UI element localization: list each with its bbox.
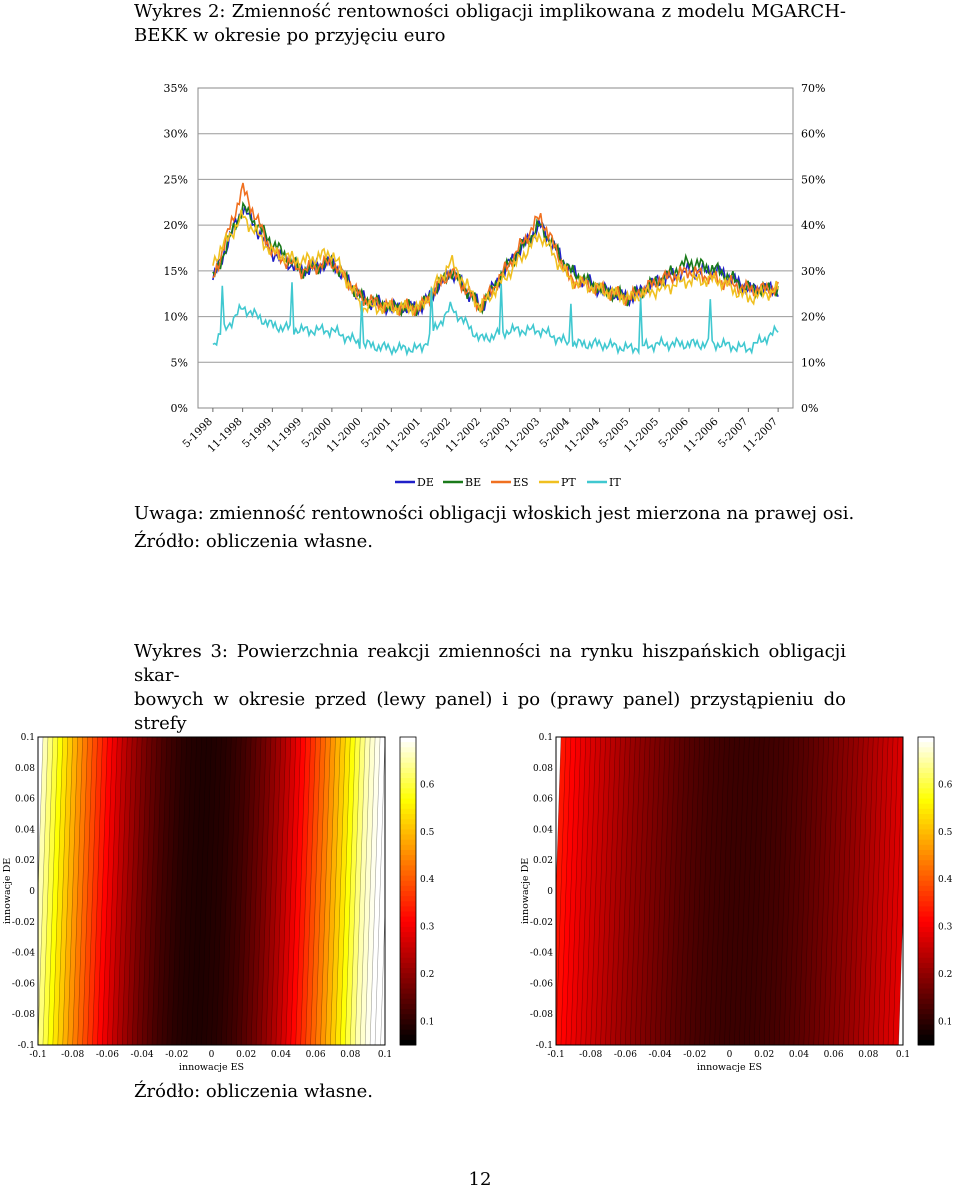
x-tick-label: 0.1 [895,1050,911,1060]
colorbar-step [918,870,934,876]
colorbar-tick-label: 0.5 [938,827,953,838]
y-tick-label: -0.06 [11,979,35,990]
y-tick-label: 0.06 [532,794,553,805]
colorbar-step [400,819,416,825]
colorbar-step [400,783,416,789]
colorbar-step [400,850,416,856]
colorbar-tick-label: 0.2 [938,969,953,980]
x-tick-label: 11-2001 [383,415,424,455]
colorbar-step [400,953,416,959]
colorbar-step [918,912,934,918]
y-tick-label: 0.02 [14,856,35,867]
colorbar-step [918,783,934,789]
colorbar-step [400,937,416,943]
colorbar-step [918,953,934,959]
colorbar-step [918,1030,934,1036]
heatmap-right-panel [518,725,958,1075]
colorbar-tick-label: 0.1 [938,1017,953,1028]
colorbar-step [400,778,416,784]
colorbar-step [400,763,416,769]
x-tick-label: 5-2003 [477,415,513,451]
colorbar-step [400,809,416,815]
colorbar-tick-label: 0.3 [420,922,435,933]
colorbar-step [400,932,416,938]
colorbar-step [918,855,934,861]
colorbar-step [400,983,416,989]
x-tick-label: 11-2000 [324,415,364,455]
figure2-caption-line1: Wykres 2: Zmienność rentowności obligacji implikowana z modelu MGARCH- [134,1,846,22]
colorbar-step [918,835,934,841]
colorbar-step [400,1004,416,1010]
y-left-tick-label: 0% [170,402,188,415]
colorbar-step [918,978,934,984]
y-tick-label: -0.02 [11,917,35,928]
colorbar-step [400,922,416,928]
colorbar-step [400,917,416,923]
figure2-note: Uwaga: zmienność rentowności obligacji włoskich jest mierzona na prawej osi. [134,503,855,524]
colorbar-tick-label: 0.2 [420,969,435,980]
colorbar-step [918,963,934,969]
colorbar-step [400,752,416,758]
heatmap-cells [551,737,909,1045]
colorbar-tick-label: 0.6 [938,780,953,791]
colorbar-step [918,824,934,830]
y-tick-label: 0.08 [532,763,553,774]
y-right-tick-label: 50% [801,173,826,187]
y-left-tick-label: 25% [163,173,188,187]
x-tick-label: -0.02 [683,1050,707,1060]
colorbar-step [400,876,416,882]
colorbar-step [918,932,934,938]
colorbar-step [918,896,934,902]
colorbar-step [400,886,416,892]
colorbar-step [400,840,416,846]
x-tick-label: 5-2007 [715,415,751,451]
y-axis-label: innowacje DE [2,857,13,925]
y-tick-label: -0.08 [529,1010,553,1021]
colorbar-step [918,1014,934,1020]
y-tick-label: -0.06 [529,979,553,990]
figure3-caption-line1: Wykres 3: Powierzchnia reakcji zmienności na rynku hiszpańskich obligacji skar- [134,641,846,686]
y-right-tick-label: 20% [801,310,826,324]
colorbar-step [400,829,416,835]
x-tick-label: 11-1998 [205,415,245,455]
x-tick-label: 11-2005 [621,415,662,455]
y-tick-label: -0.02 [529,917,553,928]
x-axis-label: innowacje ES [178,1062,245,1073]
colorbar-step [918,814,934,820]
legend-label-be: BE [465,476,482,489]
x-tick-label: 5-1998 [180,415,215,451]
colorbar-step [400,737,416,743]
colorbar-step [918,768,934,774]
x-tick-label: 0.02 [754,1050,775,1060]
legend-label-de: DE [417,476,434,489]
x-tick-label: 0.08 [340,1050,361,1060]
colorbar-step [400,978,416,984]
colorbar [400,737,435,1046]
colorbar-tick-label: 0.4 [938,875,953,886]
colorbar-tick-label: 0.5 [420,827,435,838]
x-tick-label: 11-2004 [562,415,602,455]
x-tick-label: 5-2002 [418,415,453,451]
colorbar-step [400,742,416,748]
colorbar-step [918,788,934,794]
y-left-tick-label: 15% [163,264,188,278]
colorbar-step [918,937,934,943]
colorbar-step [400,860,416,866]
colorbar-step [918,989,934,995]
x-tick-label: 0 [726,1050,733,1060]
y-left-tick-label: 10% [163,310,188,324]
colorbar-step [918,758,934,764]
colorbar-step [400,999,416,1005]
colorbar-step [400,799,416,805]
x-axis-label: innowacje ES [696,1062,763,1073]
x-tick-label: 5-2004 [537,415,572,451]
colorbar-step [400,906,416,912]
colorbar-step [918,876,934,882]
colorbar-step [400,1009,416,1015]
y-tick-label: 0.08 [14,763,35,774]
colorbar-step [918,763,934,769]
x-tick-label: -0.08 [61,1050,85,1060]
colorbar-step [918,778,934,784]
colorbar-step [918,881,934,887]
y-tick-label: -0.08 [11,1010,35,1021]
figure2-caption [134,0,846,48]
colorbar-step [400,747,416,753]
y-tick-label: -0.1 [17,1041,35,1051]
colorbar-step [400,1030,416,1036]
colorbar-step [918,737,934,743]
colorbar-step [400,958,416,964]
colorbar-step [918,999,934,1005]
colorbar-step [918,773,934,779]
colorbar-step [918,793,934,799]
x-tick-label: 5-2005 [596,415,632,451]
colorbar-step [400,912,416,918]
x-tick-label: 0.06 [823,1050,844,1060]
colorbar-step [918,1035,934,1041]
colorbar-step [918,819,934,825]
y-right-tick-label: 40% [801,219,826,233]
x-tick-label: 11-2003 [502,415,543,455]
colorbar-step [918,927,934,933]
figure3-caption-line2: bowych w okresie przed (lewy panel) i po (prawy panel) przystąpieniu do strefy [134,689,846,734]
colorbar-step [400,968,416,974]
figure2-caption-line2: BEKK w okresie po przyjęciu euro [134,25,446,46]
colorbar-step [400,942,416,948]
y-right-tick-label: 70% [801,82,826,95]
colorbar-step [400,1019,416,1025]
colorbar-step [918,860,934,866]
y-tick-label: 0.1 [20,733,35,743]
colorbar-step [400,989,416,995]
plot-area [198,88,793,408]
x-tick-label: 5-2000 [299,415,334,451]
colorbar-step [400,927,416,933]
colorbar-step [918,947,934,953]
colorbar-step [400,870,416,876]
x-tick-label: -0.02 [165,1050,189,1060]
colorbar-step [918,922,934,928]
x-tick-label: -0.04 [648,1050,672,1060]
colorbar-step [918,968,934,974]
x-tick-label: 0.04 [270,1050,291,1060]
colorbar-step [400,1024,416,1030]
heatmap-cells [33,737,391,1045]
colorbar-step [918,906,934,912]
colorbar-step [918,1004,934,1010]
y-tick-label: 0.04 [14,825,35,836]
colorbar-step [918,1009,934,1015]
colorbar-step [400,1014,416,1020]
colorbar-step [918,850,934,856]
colorbar-step [400,1035,416,1041]
colorbar-step [400,804,416,810]
colorbar-step [918,809,934,815]
colorbar-tick-label: 0.4 [420,875,435,886]
series-lines [213,183,778,354]
legend-label-es: ES [513,476,529,489]
colorbar-step [400,768,416,774]
colorbar-step [918,840,934,846]
colorbar-step [918,829,934,835]
y-left-tick-label: 5% [170,356,188,370]
colorbar-step [918,742,934,748]
y-right-tick-label: 60% [801,127,826,141]
colorbar-step [400,891,416,897]
y-tick-label: -0.04 [529,948,553,959]
plot-frame [198,88,793,408]
colorbar-step [918,994,934,1000]
colorbar-step [918,1019,934,1025]
colorbar-step [400,901,416,907]
colorbar-step [400,947,416,953]
colorbar-step [400,963,416,969]
y-tick-label: 0.02 [532,856,553,867]
x-tick-label: 11-1999 [264,415,305,455]
y-axis-label: innowacje DE [520,857,531,925]
colorbar-tick-label: 0.6 [420,780,435,791]
series-line-pt [213,210,778,316]
x-tick-label: 0 [208,1050,215,1060]
x-tick-label: -0.06 [613,1050,637,1060]
colorbar-step [918,891,934,897]
figure2-source: Źródło: obliczenia własne. [134,531,374,552]
x-tick-label: 0.04 [788,1050,809,1060]
y-tick-label: 0 [547,887,553,897]
y-tick-label: 0.1 [538,733,553,743]
y-tick-label: 0 [29,887,35,897]
legend-label-pt: PT [561,476,576,489]
colorbar-step [918,1024,934,1030]
y-right-tick-label: 10% [801,356,826,370]
colorbar-tick-label: 0.3 [938,922,953,933]
x-tick-label: -0.06 [95,1050,119,1060]
colorbar-step [918,958,934,964]
y-tick-label: 0.04 [532,825,553,836]
colorbar-step [918,917,934,923]
figure3-source: Źródło: obliczenia własne. [134,1081,374,1102]
colorbar-step [918,983,934,989]
colorbar-step [400,881,416,887]
y-left-tick-label: 30% [163,127,188,141]
colorbar [918,737,953,1046]
y-left-tick-label: 35% [163,82,188,95]
y-tick-label: 0.06 [14,794,35,805]
x-tick-label: 5-2001 [358,415,394,451]
colorbar-step [400,793,416,799]
colorbar-step [918,973,934,979]
y-right-tick-label: 30% [801,264,826,278]
colorbar-step [918,886,934,892]
colorbar-step [400,845,416,851]
y-tick-label: -0.1 [535,1041,553,1051]
colorbar-step [918,752,934,758]
colorbar-step [400,835,416,841]
colorbar-tick-label: 0.1 [420,1017,435,1028]
colorbar-step [918,804,934,810]
colorbar-step [400,896,416,902]
colorbar-step [918,845,934,851]
colorbar-step [400,824,416,830]
colorbar-step [918,901,934,907]
y-tick-label: -0.04 [11,948,35,959]
x-tick-label: 0.1 [377,1050,393,1060]
x-tick-label: -0.1 [547,1050,565,1060]
x-tick-label: -0.08 [579,1050,603,1060]
x-tick-label: 5-2006 [656,415,691,451]
y-left-tick-label: 20% [163,219,188,233]
colorbar-step [400,773,416,779]
colorbar-step [400,865,416,871]
colorbar-step [400,855,416,861]
colorbar-step [918,942,934,948]
x-tick-label: 11-2002 [443,415,483,455]
colorbar-step [918,799,934,805]
x-tick-label: 0.08 [858,1050,879,1060]
x-tick-label: 11-2006 [681,415,721,455]
page-number: 12 [468,1169,492,1190]
axis-ticks [164,82,826,455]
heatmap-left-panel [0,725,440,1075]
legend-label-it: IT [609,476,621,489]
colorbar-step [400,994,416,1000]
volatility-line-chart [150,75,830,500]
x-tick-label: -0.1 [29,1050,47,1060]
colorbar-step [400,973,416,979]
x-tick-label: 0.02 [236,1050,257,1060]
colorbar-step [918,865,934,871]
x-tick-label: 5-1999 [239,415,275,451]
colorbar-step [400,758,416,764]
x-tick-label: 0.06 [305,1050,326,1060]
x-tick-label: -0.04 [130,1050,154,1060]
x-tick-label: 11-2007 [740,415,781,455]
colorbar-step [400,788,416,794]
colorbar-step [400,814,416,820]
y-right-tick-label: 0% [801,402,819,415]
colorbar-step [918,747,934,753]
legend [395,476,621,489]
